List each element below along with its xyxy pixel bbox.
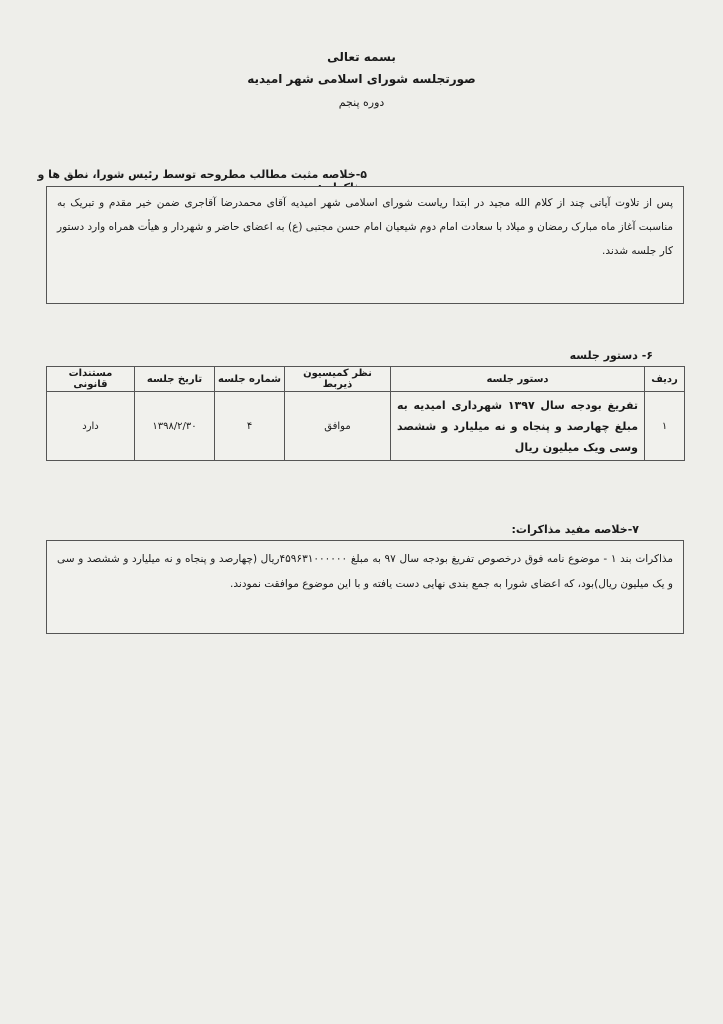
cell-session-no: ۴ bbox=[215, 392, 285, 461]
agenda-table bbox=[46, 366, 685, 461]
col-topic: دستور جلسه bbox=[391, 367, 645, 392]
section7-box bbox=[46, 540, 684, 634]
cell-commission: موافق bbox=[285, 392, 391, 461]
col-legal: مستندات قانونی bbox=[47, 367, 135, 392]
document-title: صورتجلسه شورای اسلامی شهر امیدیه bbox=[247, 72, 476, 86]
table-row bbox=[47, 392, 685, 461]
cell-legal: دارد bbox=[47, 392, 135, 461]
table-header-row bbox=[47, 367, 685, 392]
section7-title: ۷-خلاصه مفید مذاکرات: bbox=[511, 523, 639, 536]
col-row-no: ردیف bbox=[645, 367, 685, 392]
cell-topic: تفریغ بودجه سال ۱۳۹۷ شهرداری امیدیه به مبلغ چهارصد و پنجاه و نه میلیارد و ششصد وسی ویک میلیون ریال bbox=[391, 392, 645, 461]
section6-title: ۶- دستور جلسه bbox=[569, 349, 653, 362]
col-date: تاریخ جلسه bbox=[135, 367, 215, 392]
cell-date: ۱۳۹۸/۲/۳۰ bbox=[135, 392, 215, 461]
cell-row-no: ۱ bbox=[645, 392, 685, 461]
section5-title: ۵-خلاصه مثبت مطالب مطروحه توسط رئیس شورا، نطق ها و bbox=[37, 168, 367, 181]
section5-text: پس از تلاوت آیاتی چند از کلام الله مجید در ابتدا ریاست شورای اسلامی شهر امیدیه آقای محمدرضا آقاجری ضمن خیر مقدم و تبریک به مناسبت آغاز ماه مبارک رمضان و میلاد با سعادت امام دوم شیعیان امام حسن مجتبی (ع) به اعضای حاضر و شهردار و هیأت همراه وارد دستور کار جلسه شدند. bbox=[57, 197, 673, 257]
section5-box bbox=[46, 186, 684, 304]
term-label: دوره پنجم bbox=[338, 96, 385, 109]
col-commission: نظر کمیسیون ذیربط bbox=[285, 367, 391, 392]
bismillah-heading: بسمه تعالی bbox=[327, 50, 396, 64]
col-session-no: شماره جلسه bbox=[215, 367, 285, 392]
section7-text: مذاکرات بند ۱ - موضوع نامه فوق درخصوص تفریغ بودجه سال ۹۷ به مبلغ ۴۵۹۶۳۱۰۰۰۰۰۰ریال (چهارصد و پنجاه و نه میلیارد و ششصد و سی و یک میلیون ریال)بود، که اعضای شورا به جمع بندی نهایی دست یافته و با این موضوع موافقت نمودند. bbox=[57, 553, 673, 590]
